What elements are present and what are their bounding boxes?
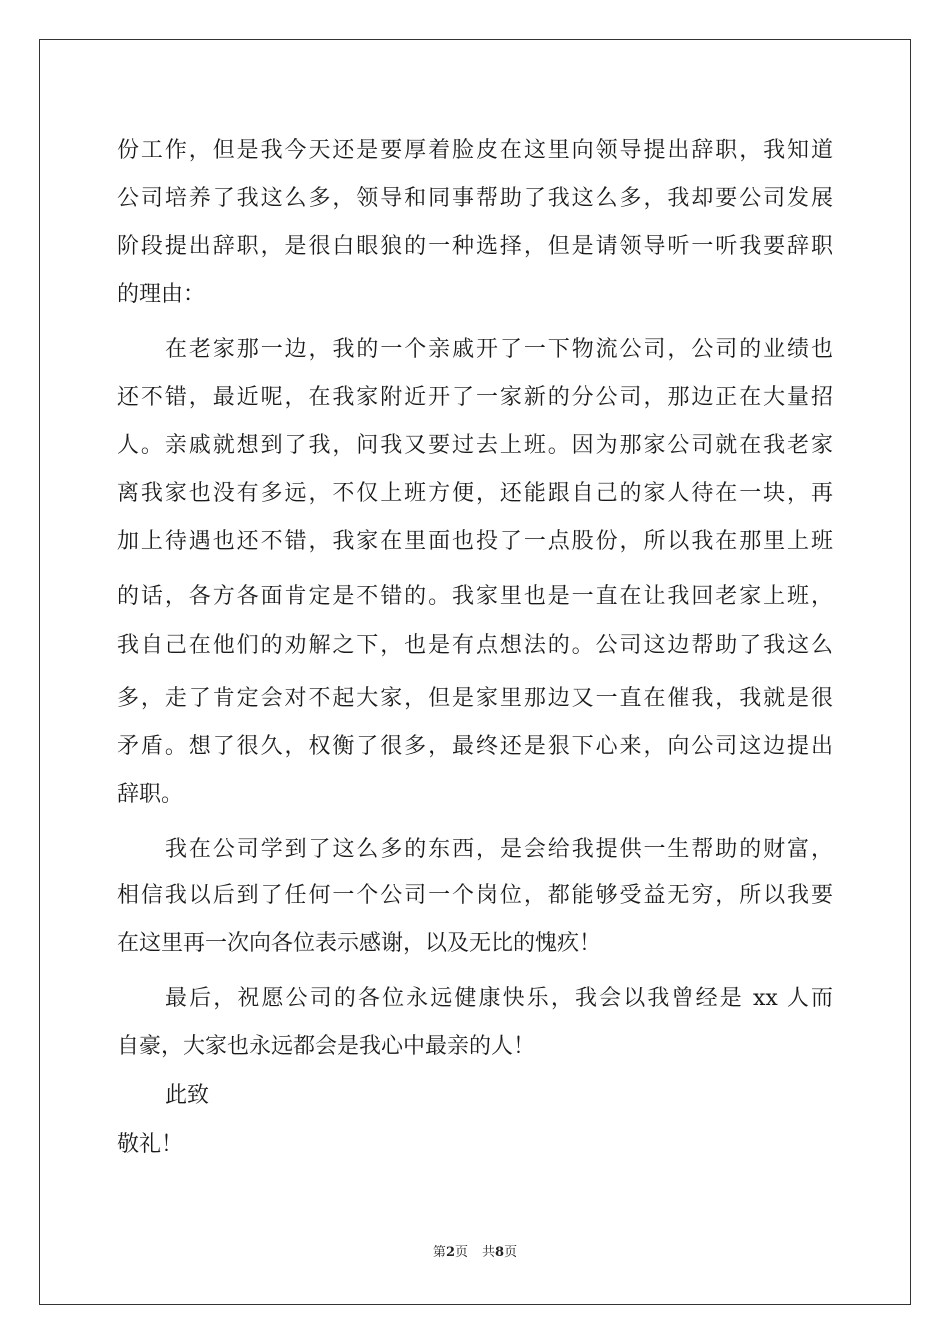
paragraph-line: 的话，各方各面肯定是不错的。我家里也是一直在让我回老家上班， [117,584,833,609]
paragraph-line: 阶段提出辞职，是很白眼狼的一种选择，但是请领导听一听我要辞职 [117,234,833,259]
total-pages: 8 [495,1245,505,1260]
paragraph-line: 的理由： [117,282,206,307]
page-footer [0,1245,950,1261]
paragraph-line: 离我家也没有多远，不仅上班方便，还能跟自己的家人待在一块，再 [117,481,833,506]
page-suffix: 页 [454,1245,468,1260]
paragraph-line: 多，走了肯定会对不起大家，但是家里那边又一直在催我，我就是很 [117,686,833,711]
total-prefix: 共 [482,1245,496,1260]
page-border [39,39,911,1305]
paragraph-line: 在这里再一次向各位表示感谢，以及无比的愧疚！ [117,931,602,956]
paragraph-line: 我自己在他们的劝解之下，也是有点想法的。公司这边帮助了我这么 [117,633,833,658]
paragraph-line: 份工作，但是我今天还是要厚着脸皮在这里向领导提出辞职，我知道 [117,138,833,163]
paragraph-line: 自豪，大家也永远都会是我心中最亲的人！ [117,1034,536,1059]
total-suffix: 页 [504,1245,518,1260]
paragraph-line: 辞职。 [117,782,184,807]
paragraph-line: 加上待遇也还不错，我家在里面也投了一点股份，所以我在那里上班 [117,529,833,554]
paragraph-line: 在老家那一边，我的一个亲戚开了一下物流公司，公司的业绩也 [165,337,833,362]
paragraph-line: 我在公司学到了这么多的东西，是会给我提供一生帮助的财富， [165,837,833,862]
page-prefix: 第 [432,1245,446,1260]
paragraph-line: 还不错，最近呢，在我家附近开了一家新的分公司，那边正在大量招 [117,385,833,410]
page-number: 2 [445,1245,455,1260]
paragraph-line: 相信我以后到了任何一个公司一个岗位，都能够受益无穷，所以我要 [117,883,833,908]
paragraph-line: 公司培养了我这么多，领导和同事帮助了我这么多，我却要公司发展 [117,186,833,211]
paragraph-line: 人。亲戚就想到了我，问我又要过去上班。因为那家公司就在我老家 [117,433,833,458]
paragraph-line: 最后，祝愿公司的各位永远健康快乐，我会以我曾经是 xx 人而 [165,986,833,1011]
paragraph-line: 矛盾。想了很久，权衡了很多，最终还是狠下心来，向公司这边提出 [117,734,833,759]
salutation-line: 敬礼！ [117,1132,184,1157]
closing-line: 此致 [165,1083,210,1108]
